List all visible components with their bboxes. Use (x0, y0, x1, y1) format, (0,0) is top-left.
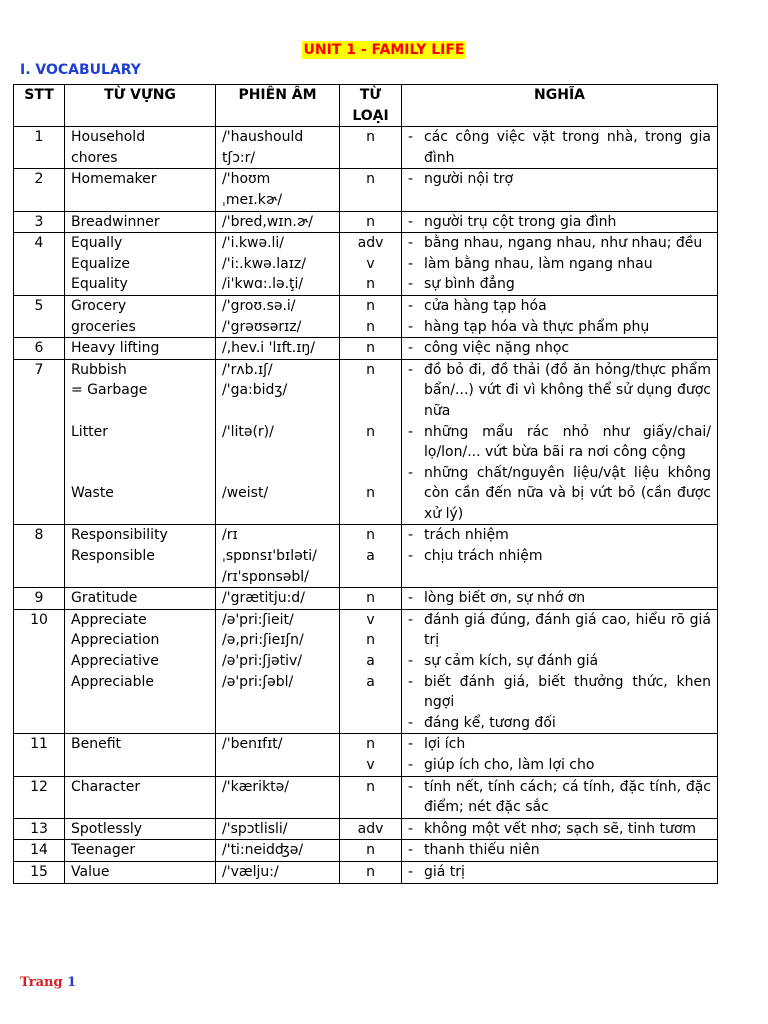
word: Benefit (71, 736, 122, 753)
word: Waste (71, 485, 114, 502)
phonetic: /'grætitju:d/ (222, 590, 305, 607)
table-row (14, 776, 718, 818)
phonetic: /'benɪfɪt/ (222, 736, 283, 753)
phonetic-cell (216, 169, 340, 211)
meaning-cell (402, 233, 718, 296)
phonetic: tʃɔ:r/ (222, 149, 256, 166)
footer-label: Trang (20, 975, 63, 990)
bullet-dash: - (408, 297, 414, 314)
table-header-row (14, 85, 718, 127)
phonetic-cell (216, 233, 340, 296)
meaning-item (408, 777, 711, 818)
phonetic: /'hoʊm (222, 171, 271, 188)
meaning-text: công việc nặng nhọc (424, 340, 570, 357)
phonetic: /rɪ (222, 527, 238, 544)
meaning-text: chịu trách nhiệm (424, 548, 543, 565)
phonetic: /'ti:neidʤə/ (222, 842, 304, 859)
word: Teenager (71, 842, 136, 859)
meaning-item (408, 338, 711, 359)
row-number: 5 (14, 295, 65, 337)
phonetic: /'litə(r)/ (222, 423, 274, 440)
phonetic: /'haushould (222, 129, 304, 146)
pos (346, 463, 395, 484)
pos-cell (340, 338, 402, 360)
phonetic: /ə,pri:ʃieɪʃn/ (222, 632, 304, 649)
bullet-dash: - (408, 213, 414, 230)
bullet-dash: - (408, 611, 414, 628)
phonetic-cell (216, 127, 340, 169)
word-cell (65, 525, 216, 588)
meaning-text: đồ bỏ đi, đồ thải (đồ ăn hỏng/thực phẩm bẩn/...) vứt đi vì không thể sử dụng được nữa (424, 361, 711, 419)
pos-cell (340, 776, 402, 818)
bullet-dash: - (408, 340, 414, 357)
word-cell (65, 295, 216, 337)
table-body (14, 127, 718, 883)
header-pos-line1: TỪ (359, 87, 382, 103)
phonetic-cell (216, 211, 340, 233)
pos: adv (357, 235, 384, 252)
pos (346, 401, 395, 422)
phonetic: /'grəʊsərɪz/ (222, 318, 302, 335)
row-number: 2 (14, 169, 65, 211)
phonetic: /'ga:bidʒ/ (222, 382, 288, 399)
table-row (14, 169, 718, 211)
word: Household (71, 129, 146, 146)
meaning-item (408, 233, 711, 254)
phonetic: /ə'pri:ʃəbl/ (222, 673, 294, 690)
row-number: 13 (14, 818, 65, 840)
bullet-dash: - (408, 276, 414, 293)
phonetic (222, 401, 333, 422)
meaning-item (408, 588, 711, 609)
meaning-item (408, 610, 711, 651)
phonetic: /ə'pri:ʃieit/ (222, 611, 294, 628)
meaning-item (408, 317, 711, 338)
meaning-item (408, 546, 711, 567)
row-number: 1 (14, 127, 65, 169)
pos: n (366, 842, 375, 859)
table-row (14, 211, 718, 233)
table-row (14, 818, 718, 840)
word-cell (65, 211, 216, 233)
meaning-item (408, 212, 711, 233)
pos: n (366, 340, 375, 357)
meaning-cell (402, 734, 718, 776)
phonetic: /ə'pri:ʃjətiv/ (222, 653, 303, 670)
row-number: 8 (14, 525, 65, 588)
pos: n (366, 632, 375, 649)
word-cell (65, 861, 216, 883)
word: Equally (71, 235, 123, 252)
phonetic-cell (216, 338, 340, 360)
meaning-cell (402, 525, 718, 588)
phonetic (222, 442, 333, 463)
word (71, 463, 209, 484)
word-cell (65, 588, 216, 610)
meaning-cell (402, 211, 718, 233)
phonetic-cell (216, 609, 340, 734)
phonetic: /'kæriktə/ (222, 778, 289, 795)
table-row (14, 295, 718, 337)
word: = Garbage (71, 382, 148, 399)
meaning-text: người trụ cột trong gia đình (424, 213, 617, 230)
pos: n (366, 485, 375, 502)
meaning-text: đánh giá đúng, đánh giá cao, hiểu rõ giá trị (424, 611, 711, 649)
pos-cell (340, 840, 402, 862)
word-cell (65, 776, 216, 818)
meaning-item (408, 840, 711, 861)
phonetic: /i'kwɑ:.lə.ţi/ (222, 276, 304, 293)
row-number: 9 (14, 588, 65, 610)
row-number: 12 (14, 776, 65, 818)
word-cell (65, 609, 216, 734)
word-cell (65, 840, 216, 862)
bullet-dash: - (408, 736, 414, 753)
bullet-dash: - (408, 464, 414, 481)
page-title (0, 42, 768, 58)
meaning-text: hàng tạp hóa và thực phẩm phụ (424, 318, 650, 335)
pos-cell (340, 233, 402, 296)
pos: n (366, 423, 375, 440)
pos: n (366, 361, 375, 378)
word (71, 401, 209, 422)
phonetic: /'i.kwə.li/ (222, 235, 285, 252)
meaning-item (408, 463, 711, 525)
meaning-text: tính nết, tính cách; cá tính, đặc tính, đặc điểm; nét đặc sắc (424, 778, 711, 816)
page-footer (20, 975, 76, 990)
table-row (14, 734, 718, 776)
meaning-text: không một vết nhơ; sạch sẽ, tinh tươm (424, 820, 697, 837)
bullet-dash: - (408, 527, 414, 544)
meaning-item (408, 672, 711, 713)
word: Responsibility (71, 527, 168, 544)
bullet-dash: - (408, 590, 414, 607)
word-cell (65, 169, 216, 211)
meaning-text: trách nhiệm (424, 527, 509, 544)
meaning-item (408, 254, 711, 275)
pos-cell (340, 127, 402, 169)
table-row (14, 525, 718, 588)
table-row (14, 359, 718, 525)
meaning-cell (402, 840, 718, 862)
pos: n (366, 863, 375, 880)
meaning-item (408, 755, 711, 776)
pos: n (366, 736, 375, 753)
phonetic: ˌspɒnsɪ'bɪləti/ (222, 548, 317, 565)
pos: v (366, 255, 375, 272)
section-heading: I. VOCABULARY (20, 62, 141, 78)
pos (346, 442, 395, 463)
word: Responsible (71, 548, 155, 565)
meaning-item (408, 734, 711, 755)
pos (346, 380, 395, 401)
meaning-cell (402, 818, 718, 840)
word: chores (71, 149, 118, 166)
word: Spotlessly (71, 820, 143, 837)
meaning-cell (402, 169, 718, 211)
meaning-text: lòng biết ơn, sự nhớ ơn (424, 590, 586, 607)
meaning-text: biết đánh giá, biết thưởng thức, khen ngợi (424, 673, 711, 711)
bullet-dash: - (408, 673, 414, 690)
bullet-dash: - (408, 361, 414, 378)
phonetic-cell (216, 295, 340, 337)
meaning-item (408, 525, 711, 546)
phonetic: /'groʊ.sə.i/ (222, 297, 296, 314)
pos-cell (340, 818, 402, 840)
table-row (14, 609, 718, 734)
pos: n (366, 129, 375, 146)
meaning-item (408, 713, 711, 734)
table-row (14, 840, 718, 862)
table-row (14, 338, 718, 360)
meaning-text: bằng nhau, ngang nhau, như nhau; đều (424, 235, 703, 252)
meaning-cell (402, 338, 718, 360)
bullet-dash: - (408, 863, 414, 880)
pos: a (366, 673, 375, 690)
phonetic-cell (216, 861, 340, 883)
meaning-text: giá trị (424, 863, 465, 880)
bullet-dash: - (408, 129, 414, 146)
header-pos-line2: LOẠI (352, 107, 389, 124)
phonetic: /'i:.kwə.laɪz/ (222, 255, 306, 272)
bullet-dash: - (408, 423, 414, 440)
meaning-cell (402, 776, 718, 818)
pos-cell (340, 295, 402, 337)
bullet-dash: - (408, 235, 414, 252)
table-row (14, 233, 718, 296)
bullet-dash: - (408, 171, 414, 188)
phonetic-cell (216, 818, 340, 840)
pos-cell (340, 734, 402, 776)
pos-cell (340, 359, 402, 525)
word: Value (71, 863, 110, 880)
pos: n (366, 590, 375, 607)
bullet-dash: - (408, 778, 414, 795)
word (71, 442, 209, 463)
word: groceries (71, 318, 136, 335)
pos-cell (340, 609, 402, 734)
header-phonetic: PHIÊN ÂM (216, 85, 340, 127)
pos: n (366, 527, 375, 544)
pos: a (366, 548, 375, 565)
pos-cell (340, 211, 402, 233)
word: Appreciable (71, 673, 154, 690)
meaning-item (408, 422, 711, 463)
phonetic: /'spɔtlisli/ (222, 820, 288, 837)
pos-cell (340, 169, 402, 211)
phonetic (222, 463, 333, 484)
phonetic: /'rʌb.ɪʃ/ (222, 361, 273, 378)
phonetic: /,hev.i 'lɪft.ɪŋ/ (222, 340, 315, 357)
word-cell (65, 818, 216, 840)
row-number: 7 (14, 359, 65, 525)
meaning-text: sự bình đẳng (424, 276, 515, 293)
pos-cell (340, 525, 402, 588)
meaning-text: những chất/nguyên liệu/vật liệu không còn cần đến nữa và bị vứt bỏ (cần được xử lý) (424, 464, 711, 522)
bullet-dash: - (408, 820, 414, 837)
word: Character (71, 778, 141, 795)
header-stt: STT (14, 85, 65, 127)
bullet-dash: - (408, 757, 414, 773)
word: Equality (71, 276, 128, 293)
meaning-item (408, 819, 711, 840)
pos-cell (340, 861, 402, 883)
row-number: 4 (14, 233, 65, 296)
pos: n (366, 297, 375, 314)
word: Rubbish (71, 361, 127, 378)
meaning-text: làm bằng nhau, làm ngang nhau (424, 255, 653, 272)
phonetic-cell (216, 359, 340, 525)
meaning-text: giúp ích cho, làm lợi cho (424, 757, 595, 773)
phonetic-cell (216, 734, 340, 776)
meaning-cell (402, 609, 718, 734)
meaning-text: sự cảm kích, sự đánh giá (424, 653, 599, 670)
meaning-cell (402, 861, 718, 883)
row-number: 11 (14, 734, 65, 776)
pos-cell (340, 588, 402, 610)
row-number: 6 (14, 338, 65, 360)
phonetic: /'bred,wɪn.ɚ/ (222, 213, 314, 230)
table-row (14, 861, 718, 883)
bullet-dash: - (408, 318, 414, 335)
pos: a (366, 653, 375, 670)
vocabulary-table (13, 84, 718, 884)
phonetic: /weist/ (222, 485, 269, 502)
word: Heavy lifting (71, 340, 160, 357)
word: Appreciate (71, 611, 147, 628)
meaning-item (408, 862, 711, 883)
meaning-cell (402, 588, 718, 610)
meaning-text: những mẩu rác nhỏ như giấy/chai/ lọ/lon/... vứt bừa bãi ra nơi công cộng (424, 423, 711, 461)
phonetic-cell (216, 776, 340, 818)
table-row (14, 127, 718, 169)
meaning-cell (402, 295, 718, 337)
meaning-item (408, 127, 711, 168)
word: Gratitude (71, 590, 138, 607)
meaning-text: lợi ích (424, 736, 466, 753)
row-number: 10 (14, 609, 65, 734)
pos: n (366, 213, 375, 230)
pos: n (366, 778, 375, 795)
bullet-dash: - (408, 714, 414, 731)
phonetic: ˌmeɪ.kɚ/ (222, 191, 283, 208)
row-number: 15 (14, 861, 65, 883)
page-number: 1 (67, 975, 77, 990)
word: Appreciative (71, 653, 159, 670)
word-cell (65, 127, 216, 169)
word-cell (65, 359, 216, 525)
title-text: UNIT 1 - FAMILY LIFE (303, 42, 465, 58)
word-cell (65, 734, 216, 776)
bullet-dash: - (408, 842, 414, 859)
pos: v (366, 757, 375, 773)
pos: adv (357, 820, 384, 837)
header-meaning: NGHĨA (402, 85, 718, 127)
pos: n (366, 276, 375, 293)
meaning-item (408, 274, 711, 295)
word: Appreciation (71, 632, 160, 649)
meaning-item (408, 360, 711, 422)
header-word: TỪ VỰNG (65, 85, 216, 127)
meaning-item (408, 296, 711, 317)
word: Grocery (71, 297, 127, 314)
word-cell (65, 233, 216, 296)
phonetic-cell (216, 588, 340, 610)
meaning-item (408, 651, 711, 672)
row-number: 14 (14, 840, 65, 862)
meaning-text: thanh thiếu niên (424, 842, 540, 859)
table-row (14, 588, 718, 610)
meaning-item (408, 169, 711, 190)
row-number: 3 (14, 211, 65, 233)
meaning-cell (402, 359, 718, 525)
word: Breadwinner (71, 213, 160, 230)
pos: n (366, 171, 375, 188)
phonetic-cell (216, 525, 340, 588)
phonetic: /'vælju:/ (222, 863, 279, 880)
meaning-text: cửa hàng tạp hóa (424, 297, 547, 314)
header-pos (340, 85, 402, 127)
word: Litter (71, 423, 109, 440)
meaning-text: các công việc vặt trong nhà, trong gia đình (424, 129, 711, 166)
bullet-dash: - (408, 255, 414, 272)
phonetic: /rɪ'spɒnsəbl/ (222, 568, 309, 585)
meaning-text: đáng kể, tương đối (424, 714, 556, 731)
word: Equalize (71, 255, 130, 272)
pos: n (366, 318, 375, 335)
pos: v (366, 611, 375, 628)
word: Homemaker (71, 171, 157, 188)
meaning-cell (402, 127, 718, 169)
phonetic-cell (216, 840, 340, 862)
bullet-dash: - (408, 653, 414, 670)
bullet-dash: - (408, 548, 414, 565)
word-cell (65, 338, 216, 360)
meaning-text: người nội trợ (424, 171, 514, 188)
